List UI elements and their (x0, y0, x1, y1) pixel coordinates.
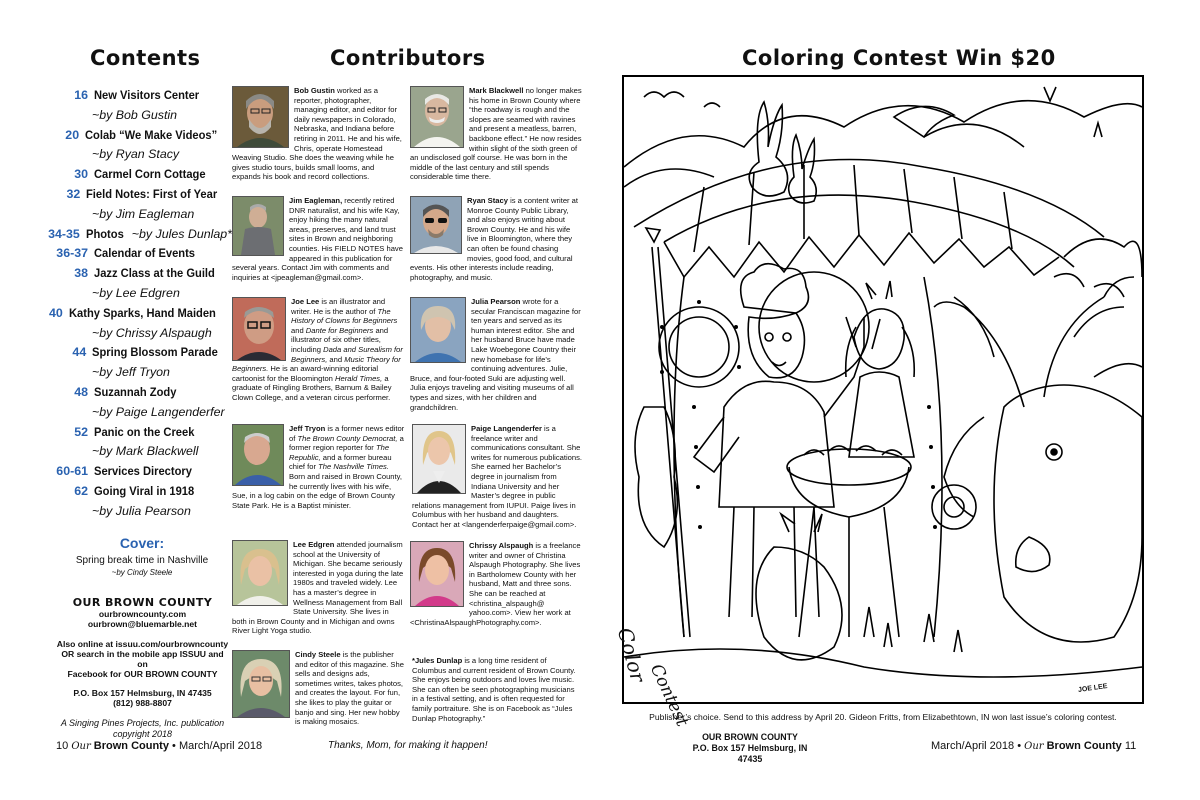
bio-jeff-tryon: Jeff Tryon is a former news editor of The Brown County Democrat, a former region reporter for The Republic, and a former bureau chief for The Nashville Times. Born and raised in Brown County, he currently lives with his wife, Sue, in a log cabin on the edge of Brown County State Park. He is a Baptist minister. (232, 424, 405, 510)
lee-edgren-photo (232, 540, 288, 606)
bio-cindy-steele: Cindy Steele is the publisher and editor of this magazine. She sells and designs ads, sometimes writes, takes photos, and creates the layout. For fun, she likes to play the guitar or banjo and sing. Her new hobby is making mosaics. (232, 650, 405, 727)
bio-ryan-stacy: Ryan Stacy is a content writer at Monroe County Public Library, and also enjoys writing about Brown County. He and his wife live in Bloomington, where they can often be found chasing movies, good food, and cultural events. His other interests include reading, photography, and music. (410, 196, 579, 282)
bio-name: Jeff Tryon (289, 424, 326, 433)
bio-julia-pearson: Julia Pearson wrote for a secular Franciscan magazine for ten years and served as its human interest editor. She and her husband Bruce have made Lake Woebegone Country their new homebase for life’s continuing adventures. Julie, Bruce, and four-footed Suki are adjusting well. Julia enjoys traveling and visiting museums of all types and sizes, with her children and grandchildren. (410, 297, 581, 412)
toc-byline: ~by Ryan Stacy (92, 147, 180, 162)
website-link[interactable]: ourbrowncounty.com (98, 609, 187, 619)
toc-byline: ~by Julia Pearson (92, 503, 191, 518)
toc-page-number: 38 (74, 266, 88, 281)
phone-number: (812) 988-8807 (113, 698, 172, 708)
bio-joe-lee: Joe Lee is an illustrator and writer. He is the author of The History of Clowns for Beginners and Dante for Beginners and illustrator of six other titles, including Dada and Surealism for Beginners, and Music Theory for Beginners. He is an award-winning editorial cartoonist for the Bloomington Herald Times, a graduate of Ringling Brothers, Barnum & Bailey Clown College, and a veteran circus performer. (232, 297, 403, 402)
toc-entry[interactable] (46, 343, 232, 383)
jim-eagleman-photo (232, 196, 284, 256)
toc-entry[interactable] (46, 304, 232, 344)
toc-page-number: 48 (74, 384, 88, 399)
toc-title: Photos (85, 226, 124, 241)
page-number-right: 11 (1124, 740, 1137, 752)
toc-entry[interactable] (46, 126, 232, 166)
toc-byline: ~by Mark Blackwell (92, 444, 199, 459)
contest-caption: Publisher’s choice. Send to this address by April 20. Gideon Fritts, from Elizabethtown, IN won last issue’s coloring contest. (649, 712, 1117, 722)
cover-credit: ~by Cindy Steele (111, 568, 173, 577)
bio-name: Julia Pearson (471, 297, 521, 306)
table-of-contents (46, 86, 232, 522)
mark-blackwell-photo (410, 86, 464, 148)
toc-entry[interactable] (46, 165, 232, 185)
toc-page-number: 30 (74, 167, 88, 182)
joe-lee-photo (232, 297, 286, 361)
bio-lee-edgren: Lee Edgren attended journalism school at the University of Michigan. She became seriously interested in yoga during the late 1980s and traveled widely. Lee has a master’s degree in Wellness Management from Ball State University. She lives in both in Brown County and in Michigan and owns River Light Yoga studio. (232, 540, 404, 636)
toc-page-number: 52 (74, 424, 88, 439)
toc-entry[interactable] (46, 264, 232, 304)
jeff-tryon-photo (232, 424, 284, 486)
toc-byline: ~by Bob Gustin (92, 107, 178, 122)
bio-name: Chrissy Alspaugh (469, 541, 534, 550)
bio-name: Lee Edgren (293, 540, 335, 549)
footer-center-name: OUR BROWN COUNTY (702, 732, 798, 742)
toc-byline: ~by Jules Dunlap* (131, 226, 232, 241)
magazine-name: OUR BROWN COUNTY (72, 596, 213, 609)
bio-paige-langenderfer: Paige Langenderfer is a freelance writer and communications consultant. She writes for numerous publications. She earned her Bachelor’s degree in journalism from Indiana University and her Master’s degree in public relations management from IUPUI. Paige lives in Columbus with her husband and daughters. Contact her at <langenderferpaige@gmail.com>. (412, 424, 583, 529)
toc-page-number: 16 (74, 88, 88, 102)
online-line-2: OR search in the mobile app ISSUU and on (61, 649, 224, 669)
toc-entry[interactable] (46, 423, 232, 463)
toc-page-number: 60-61 (56, 464, 88, 479)
footer-brand: Brown County (1046, 740, 1122, 752)
copyright-line: copyright 2018 (112, 729, 173, 739)
bio-name: *Jules Dunlap (412, 656, 463, 665)
footer-left (56, 740, 262, 752)
bio-name: Joe Lee (291, 297, 320, 306)
toc-title: Kathy Sparks, Hand Maiden (68, 305, 216, 320)
bio-name: Cindy Steele (295, 650, 341, 659)
bob-gustin-photo (232, 86, 289, 148)
footer-center (680, 732, 820, 765)
toc-entry[interactable] (46, 225, 232, 245)
bio-chrissy-alspaugh: Chrissy Alspaugh is a freelance writer and owner of Christina Alspaugh Photography. She lives in Bartholomew County with her husband, Matt and three sons. She can be reached at <christina_alspaugh@ yahoo.com>. View her work at <ChristinaAlspaughPhotography.com>. (410, 541, 581, 627)
toc-entry[interactable] (46, 383, 232, 423)
contents-heading: Contents (90, 46, 201, 70)
toc-byline: ~by Chrissy Alspaugh (92, 325, 212, 340)
toc-title: New Visitors Center (94, 88, 200, 102)
toc-page-number: 44 (72, 345, 87, 360)
toc-page-number: 40 (49, 305, 63, 320)
toc-page-number: 36-37 (56, 246, 88, 261)
artist-signature: JOE LEE (1078, 682, 1109, 695)
toc-page-number: 20 (65, 127, 80, 142)
online-line-3: Facebook for OUR BROWN COUNTY (67, 669, 218, 679)
chrissy-alspaugh-photo (410, 541, 464, 607)
toc-byline: ~by Lee Edgren (92, 285, 180, 300)
footer-issue: March/April 2018 • (931, 740, 1022, 752)
cover-label: Cover: (119, 535, 165, 551)
bio-name: Jim Eagleman, (289, 196, 343, 205)
footer-center-address: P.O. Box 157 Helmsburg, IN 47435 (692, 743, 808, 764)
toc-title: Carmel Corn Cottage (94, 167, 206, 182)
toc-title: Colab “We Make Videos” (85, 127, 218, 142)
toc-title: Field Notes: First of Year (86, 186, 218, 201)
cover-block (56, 535, 228, 577)
julia-pearson-photo (410, 297, 466, 363)
ryan-stacy-photo (410, 196, 462, 254)
toc-page-number: 32 (66, 186, 81, 201)
toc-title: Suzannah Zody (94, 384, 177, 399)
cindy-steele-photo (232, 650, 290, 718)
art-color-text: Color (612, 625, 651, 685)
paige-langenderfer-photo (412, 424, 466, 494)
toc-title: Going Viral in 1918 (94, 483, 195, 498)
footer-brand-script: Our (1024, 741, 1044, 752)
bio-name: Ryan Stacy (467, 196, 508, 205)
toc-page-number: 62 (74, 483, 88, 498)
art-contest-text: Contest (645, 661, 693, 730)
toc-title: Panic on the Creek (94, 424, 195, 439)
bio-bob-gustin: Bob Gustin worked as a reporter, photographer, managing editor, and editor for daily newspapers in Colorado, Nebraska, and Indiana before retiring in 2011. He and his wife, Chris, operate Homestead Weaving Studio. She does the weaving while he gives studio tours, builds small looms, and expands his book and record collections. (232, 86, 402, 182)
bio-jules-dunlap: *Jules Dunlap is a long time resident of Columbus and current resident of Brown County. She enjoys being outdoors and loves live music. She can often be seen photographing musicians in a festival setting, and is often requested for family portraiture. She is on Facebook as “Jules Dunlap Photography.” (412, 656, 576, 723)
tagline: Thanks, Mom, for making it happen! (328, 740, 488, 751)
toc-entry[interactable] (46, 86, 232, 126)
bio-name: Mark Blackwell (469, 86, 524, 95)
footer-issue: • March/April 2018 (172, 740, 263, 752)
toc-title: Services Directory (94, 464, 192, 479)
cover-description: Spring break time in Nashville (75, 555, 209, 566)
bio-jim-eagleman: Jim Eagleman, recently retired DNR naturalist, and his wife Kay, enjoy hiking the many natural areas, preserves, and land trust sites in Brown and neighboring counties. His FIELD NOTES have appeared in this publication for several years. Contact Jim with comments and inquiries at <jpeagleman@gmail.com>. (232, 196, 403, 282)
email-link[interactable]: ourbrown@bluemarble.net (87, 619, 198, 629)
toc-entry[interactable] (46, 462, 232, 482)
line-art (624, 77, 1142, 702)
toc-title: Spring Blossom Parade (92, 345, 219, 360)
mailing-address: P.O. Box 157 Helmsburg, IN 47435 (73, 688, 212, 698)
publisher-line: A Singing Pines Projects, Inc. publication (60, 718, 225, 728)
toc-page-number: 34-35 (48, 226, 80, 241)
toc-entry[interactable] (46, 185, 232, 225)
toc-entry[interactable] (46, 244, 232, 264)
footer-brand-script: Our (71, 741, 91, 752)
bio-mark-blackwell: Mark Blackwell no longer makes his home in Brown County where “the roadway is rough and the slopes are seamed with ravines and present a meatless, barren, backbone effect.” He now resides within slight of the sixth green of an undisclosed golf course. He was born in the middle of the last century and still spends considerable time there. (410, 86, 582, 182)
footer-brand: Brown County (93, 740, 169, 752)
bio-name: Paige Langenderfer (471, 424, 542, 433)
footer-right (931, 740, 1136, 752)
toc-byline: ~by Paige Langenderfer (92, 404, 225, 419)
toc-byline: ~by Jeff Tryon (92, 365, 170, 380)
masthead (55, 596, 230, 740)
toc-byline: ~by Jim Eagleman (92, 206, 195, 221)
contest-heading: Coloring Contest Win $20 (742, 46, 1056, 70)
page-number-left: 10 (56, 740, 69, 752)
contributors-heading: Contributors (330, 46, 486, 70)
toc-entry[interactable] (46, 482, 232, 522)
bio-name: Bob Gustin (294, 86, 335, 95)
toc-title: Calendar of Events (94, 246, 196, 261)
online-line-1: Also online at issuu.com/ourbrowncounty (56, 639, 229, 649)
toc-title: Jazz Class at the Guild (94, 266, 215, 281)
